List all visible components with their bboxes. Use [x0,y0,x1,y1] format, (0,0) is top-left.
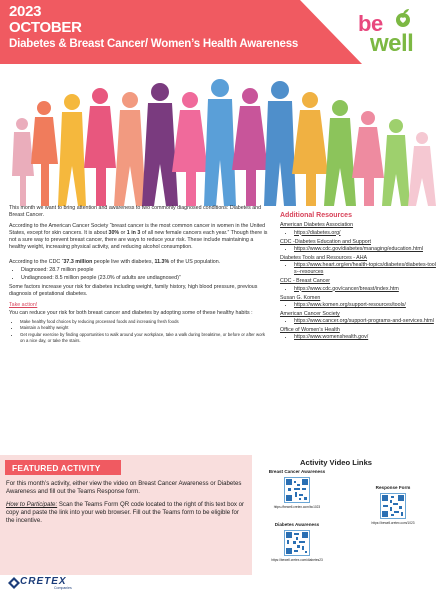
additional-resources [280,211,436,344]
cretex-mark-icon [8,577,20,589]
figure-11 [292,92,328,206]
cretex-logo [8,576,108,591]
qr-icon [381,494,405,518]
intro-paragraph-2: According to the American Cancer Society “breast cancer is the most common cancer in women in the United States, except for skin cancers. It is about 30% or 1 in 3 of all new female cancers each year.” Though there is not a sure way to prevent breast cancer, there are ways to reduce your risk. These include maintaining a healthy weight, increasing physical activity, and reducing alcohol consumption. [9,222,268,250]
figure-8 [204,79,236,206]
list-item: • Make healthy food choices by reducing processed foods and increasing fresh foods [20,319,271,325]
intro-paragraph-4: Some factors increase your risk for diabetes including weight, family history, high blood pressure, previous diagnosis of gestational diabetes. [9,283,258,297]
banner-month: OCTOBER [9,18,82,36]
resource-org[interactable]: American Cancer Society [280,310,340,317]
resource-org[interactable]: Office of Women’s Health [280,327,340,334]
figure-13 [352,111,384,206]
how-to-participate-label: How to Participate: [6,500,58,508]
figure-12 [324,100,356,206]
intro-paragraph-5: You can reduce your risk for both breast cancer and diabetes by adopting some of these healthy habits : [9,309,253,316]
resource-org[interactable]: CDC - Breast Cancer [280,278,331,285]
figure-1 [12,118,34,206]
activity-video-links [252,455,443,575]
diabetes-stats-list [9,267,271,282]
banner-year: 2023 [9,3,42,20]
page-title: Diabetes & Breast Cancer/ Women’s Health Awareness [9,37,299,50]
breast-cancer-url[interactable]: https://bewell.cretex.com/bc1023 [273,505,321,509]
figure-3 [58,94,86,206]
resource-link[interactable]: • https://www.heart.org/en/health-topics/diabetes/diabetes-tools--resources [294,262,436,276]
resource-link[interactable]: • https://www.cancer.org/support-programs-and-services.html [294,318,436,325]
diabetes-url[interactable]: https://bewell.cretex.com/diabetes23 [271,558,323,562]
diabetes-label: Diabetes Awareness [274,522,320,527]
resource-link[interactable]: • https://diabetes.org/ [294,230,436,237]
intro-paragraph-1: This month we want to bring attention and awareness to two commonly diagnosed conditions: Diabetes and Breast Cancer. [9,205,262,218]
response-form-qr-code[interactable] [380,493,406,519]
apple-icon [394,8,412,28]
list-item: • Diagnosed: 28.7 million people [21,267,271,274]
diabetes-qr-block [256,522,338,562]
figure-7 [172,92,208,206]
resource-link[interactable]: • https://www.cdc.gov/cancer/breast/index.htm [294,286,436,293]
resource-link[interactable]: • https://www.cdc.gov/diabetes/managing/education.html [294,246,436,253]
silhouettes-graphic [0,56,443,206]
cretex-name: CRETEX [20,576,67,587]
figure-15 [408,132,436,206]
logo-be: be [358,11,383,36]
figure-9 [232,88,268,206]
featured-activity-text [6,480,244,530]
resource-org[interactable]: American Diabetes Association [280,222,354,229]
breast-cancer-qr-code[interactable] [284,477,310,503]
breast-cancer-label: Breast Cancer Awareness [268,469,326,474]
response-form-url[interactable]: https://bewell.cretex.com/1023 [371,521,415,525]
resource-link[interactable]: • https://www.womenshealth.gov/ [294,334,436,341]
qr-icon [285,531,309,555]
list-item: • Maintain a healthy weight [20,325,271,331]
activity-paragraph-1: For this month’s activity, either view the video on Breast Cancer Awareness or Diabetes Awareness and fill out the Teams Response form. [6,480,242,495]
figure-10 [264,81,296,206]
resources-title: Additional Resources [280,212,352,219]
women-silhouettes-illustration [0,56,443,206]
figure-5 [114,92,146,206]
logo-well: well [370,30,414,57]
response-form-label: Response Form [375,485,411,490]
list-item: • Undiagnosed: 8.5 million people (23.0% of adults are undiagnosed)” [21,275,271,282]
list-item: • Get regular exercise by finding opportunities to walk around your workplace, take a walk during breaktime, or before or after work on a nice day, or take the stairs. [20,332,271,343]
intro-section [9,205,271,345]
qr-icon [285,478,309,502]
resource-org[interactable]: Diabetes Tools and Resources - AHA [280,255,368,261]
activity-paragraph-2: How to Participate: Scan the Teams Form QR code located to the right of this text box or copy and paste the link into your web browser. Fill out the Teams form to be eligible for the incentive. [6,500,245,524]
banner-text [9,4,298,50]
video-links-title: Activity Video Links [300,458,373,467]
bewell-logo [358,8,438,58]
figure-14 [382,119,410,206]
figure-6 [142,83,178,206]
healthy-habits-list [9,319,271,344]
take-action-heading: Take action! [9,301,38,308]
figure-2 [31,101,58,206]
intro-paragraph-3: According to the CDC “37.3 million people live with diabetes, 11.3% of the US population. [9,258,221,265]
cretex-sub: Companies [54,586,72,590]
diabetes-qr-code[interactable] [284,530,310,556]
breast-cancer-qr-block [256,469,338,509]
resource-org[interactable]: Susan G. Komen [280,294,321,301]
resource-link[interactable]: • https://www.komen.org/support-resources/tools/ [294,302,436,309]
response-form-qr-block [352,485,434,525]
featured-activity-badge: FEATURED ACTIVITY [5,460,121,475]
resource-org[interactable]: CDC -Diabetes Education and Support [280,238,371,245]
figure-4 [84,88,116,206]
